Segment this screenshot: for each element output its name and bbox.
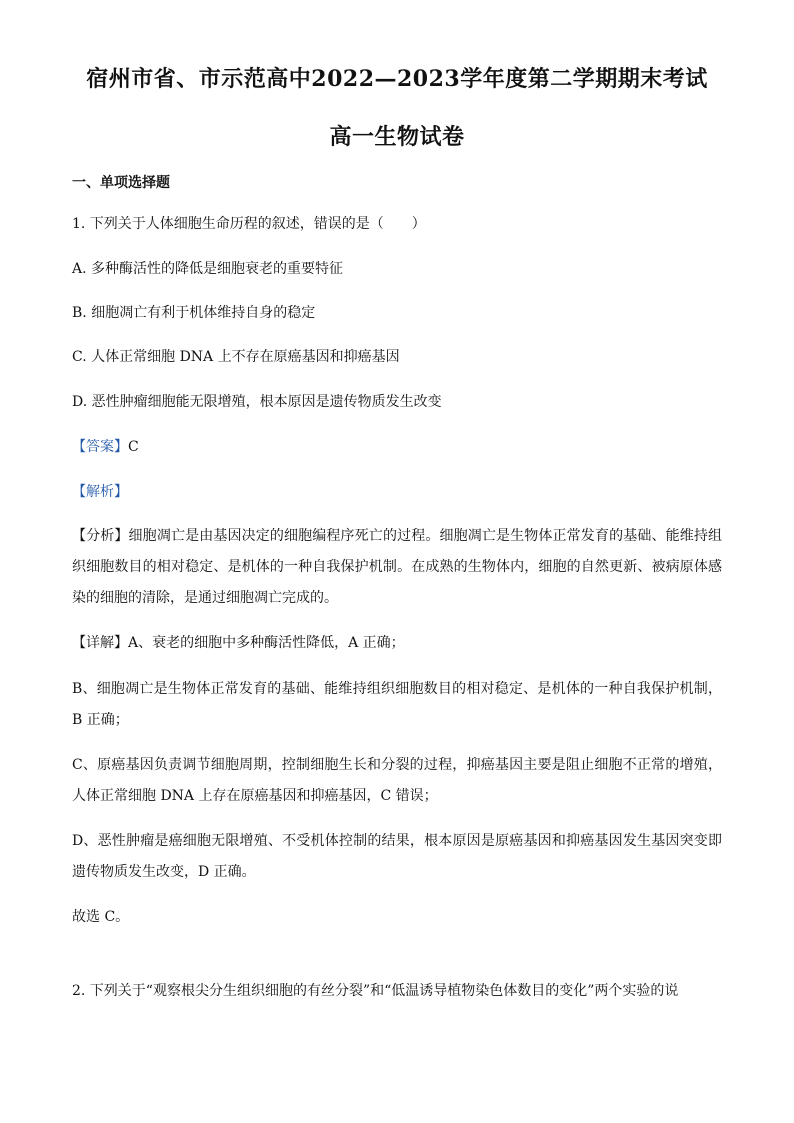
question-1-option-b: B. 细胞凋亡有利于机体维持自身的稳定 <box>72 305 316 321</box>
exam-subtitle: 高一生物试卷 <box>329 124 465 150</box>
fenxi-tag: 【分析】 <box>72 528 129 544</box>
answer-tag: 【答案】 <box>72 439 128 455</box>
fenxi-text: 细胞凋亡是由基因决定的细胞编程序死亡的过程。细胞凋亡是生物体正常发育的基础、能维持组织细胞数目的相对稳定、是机体的一种自我保护机制。在成熟的生物体内，细胞的自然更新、被病原体感染的细胞的清除，是通过细胞凋亡完成的。 <box>72 528 723 606</box>
detail-c-paragraph: C、原癌基因负责调节细胞周期，控制细胞生长和分裂的过程，抑癌基因主要是阻止细胞不正常的增殖，人体正常细胞 DNA 上存在原癌基因和抑癌基因，C 错误； <box>72 757 722 804</box>
question-2-stem: 2. 下列关于“观察根尖分生组织细胞的有丝分裂”和“低温诱导植物染色体数目的变化”两个实验的说 <box>72 983 679 999</box>
question-1-stem: 1. 下列关于人体细胞生命历程的叙述，错误的是（ ） <box>72 216 426 232</box>
analysis-tag: 【解析】 <box>72 484 128 500</box>
detail-d-paragraph: D、恶性肿瘤是癌细胞无限增殖、不受机体控制的结果，根本原因是原癌基因和抑癌基因发生基因突变即遗传物质发生改变，D 正确。 <box>72 833 722 880</box>
question-1-option-d: D. 恶性肿瘤细胞能无限增殖，根本原因是遗传物质发生改变 <box>72 394 442 410</box>
analysis-line <box>72 481 722 503</box>
detail-b-paragraph: B、细胞凋亡是生物体正常发育的基础、能维持组织细胞数目的相对稳定、是机体的一种自我保护机制，B 正确； <box>72 681 722 728</box>
exam-title: 宿州市省、市示范高中2022—2023学年度第二学期期末考试 <box>86 66 708 92</box>
question-1-option-a: A. 多种酶活性的降低是细胞衰老的重要特征 <box>72 261 344 277</box>
detail-a-text: A、衰老的细胞中多种酶活性降低，A 正确； <box>128 635 405 651</box>
section-heading: 一、单项选择题 <box>72 175 170 191</box>
answer-line <box>72 436 722 458</box>
detail-tag: 【详解】 <box>72 635 128 651</box>
fenxi-paragraph <box>72 521 722 614</box>
question-1-option-c: C. 人体正常细胞 DNA 上不存在原癌基因和抑癌基因 <box>72 349 400 365</box>
detail-a-paragraph <box>72 628 722 659</box>
conclusion-line: 故选 C。 <box>72 909 130 925</box>
answer-value: C <box>128 439 139 455</box>
